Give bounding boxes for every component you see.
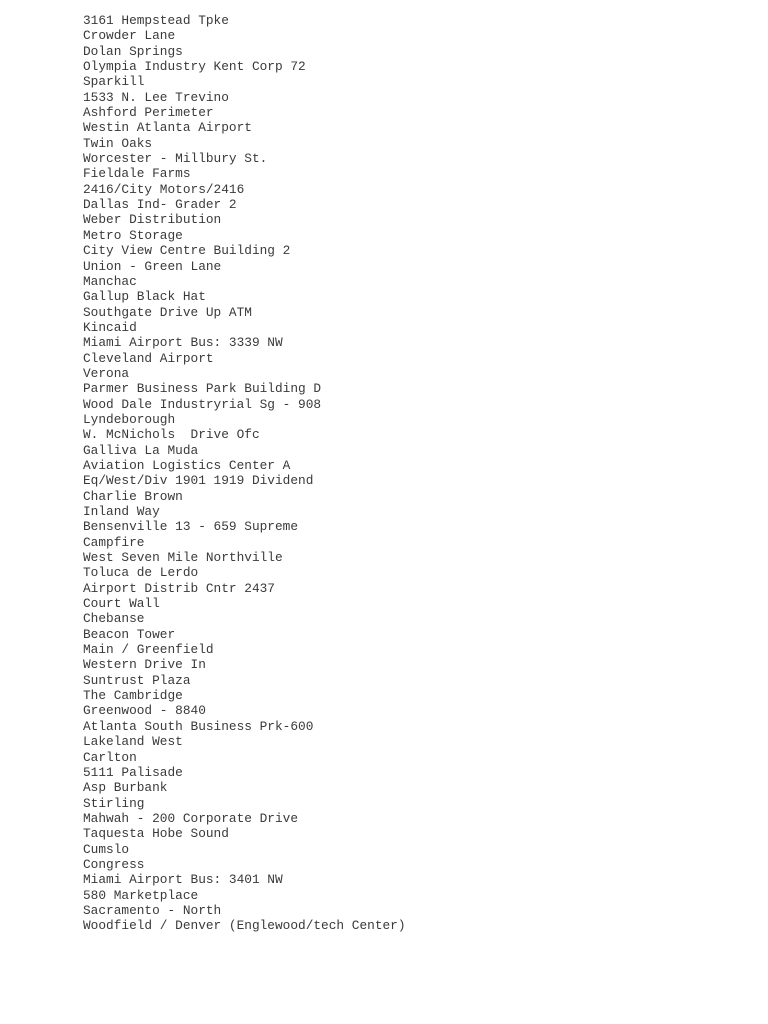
list-item: Southgate Drive Up ATM — [83, 304, 252, 320]
list-item: Weber Distribution — [83, 212, 222, 228]
list-item: Fieldale Farms — [83, 166, 191, 182]
list-item: Olympia Industry Kent Corp 72 — [83, 59, 306, 75]
list-item: Inland Way — [83, 504, 160, 519]
list-item: Cumslo — [83, 841, 130, 857]
list-item: Lyndeborough — [83, 411, 176, 427]
list-item: Kincaid — [83, 319, 137, 335]
list-item: 5111 Palisade — [83, 764, 183, 780]
list-item: City View Centre Building 2 — [83, 243, 291, 259]
list-item: Sacramento - North — [83, 902, 222, 918]
list-item: Dallas Ind- Grader 2 — [83, 197, 237, 213]
list-item: 1533 N. Lee Trevino — [83, 89, 229, 105]
list-item: 580 Marketplace — [83, 887, 199, 903]
list-item: Mahwah - 200 Corporate Drive — [83, 810, 299, 826]
list-item: Miami Airport Bus: 3401 NW — [83, 872, 283, 888]
list-item: Toluca de Lerdo — [83, 565, 199, 581]
list-item: Beacon Tower — [83, 626, 176, 642]
list-item: 3161 Hempstead Tpke — [83, 13, 229, 28]
list-item: Ashford Perimeter — [83, 105, 214, 121]
list-item: Eq/West/Div 1901 1919 Dividend — [83, 473, 314, 489]
list-item: Airport Distrib Cntr 2437 — [83, 580, 275, 596]
list-item: Court Wall — [83, 596, 160, 612]
location-list — [83, 13, 406, 934]
list-item: Cleveland Airport — [83, 350, 214, 366]
list-item: Manchac — [83, 273, 137, 289]
list-item: Aviation Logistics Center A — [83, 457, 291, 473]
list-item: Atlanta South Business Prk-600 — [83, 718, 314, 734]
list-item: Worcester - Millbury St. — [83, 151, 268, 167]
list-item: Western Drive In — [83, 657, 206, 673]
list-item: Woodfield / Denver (Englewood/tech Center) — [83, 918, 406, 934]
list-item: Main / Greenfield — [83, 642, 214, 658]
list-item: Dolan Springs — [83, 43, 183, 59]
list-item: Lakeland West — [83, 734, 183, 750]
list-item: Greenwood - 8840 — [83, 703, 206, 719]
list-item: Bensenville 13 - 659 Supreme — [83, 519, 299, 535]
list-item: Twin Oaks — [83, 135, 153, 151]
list-item: Carlton — [83, 749, 137, 765]
list-item: Taquesta Hobe Sound — [83, 826, 229, 842]
list-item: Parmer Business Park Building D — [83, 381, 322, 397]
list-item: Congress — [83, 856, 145, 872]
list-item: West Seven Mile Northville — [83, 550, 283, 566]
list-item: Metro Storage — [83, 227, 183, 243]
list-item: Sparkill — [83, 74, 145, 90]
list-item: Galliva La Muda — [83, 442, 199, 458]
list-item: 2416/City Motors/2416 — [83, 181, 245, 197]
list-item: Stirling — [83, 795, 145, 811]
list-item: Verona — [83, 365, 130, 381]
list-item: Miami Airport Bus: 3339 NW — [83, 335, 283, 351]
list-item: Westin Atlanta Airport — [83, 120, 252, 136]
list-item: Crowder Lane — [83, 28, 176, 44]
list-item: Asp Burbank — [83, 780, 168, 796]
list-item: Union - Green Lane — [83, 258, 222, 274]
list-item: Gallup Black Hat — [83, 289, 206, 305]
list-item: Wood Dale Industryrial Sg - 908 — [83, 396, 322, 412]
list-item: Charlie Brown — [83, 488, 183, 504]
list-item: Chebanse — [83, 611, 145, 627]
list-item: Suntrust Plaza — [83, 672, 191, 688]
list-item: The Cambridge — [83, 688, 183, 704]
list-item: Campfire — [83, 534, 145, 550]
list-item: W. McNichols Drive Ofc — [83, 427, 260, 443]
